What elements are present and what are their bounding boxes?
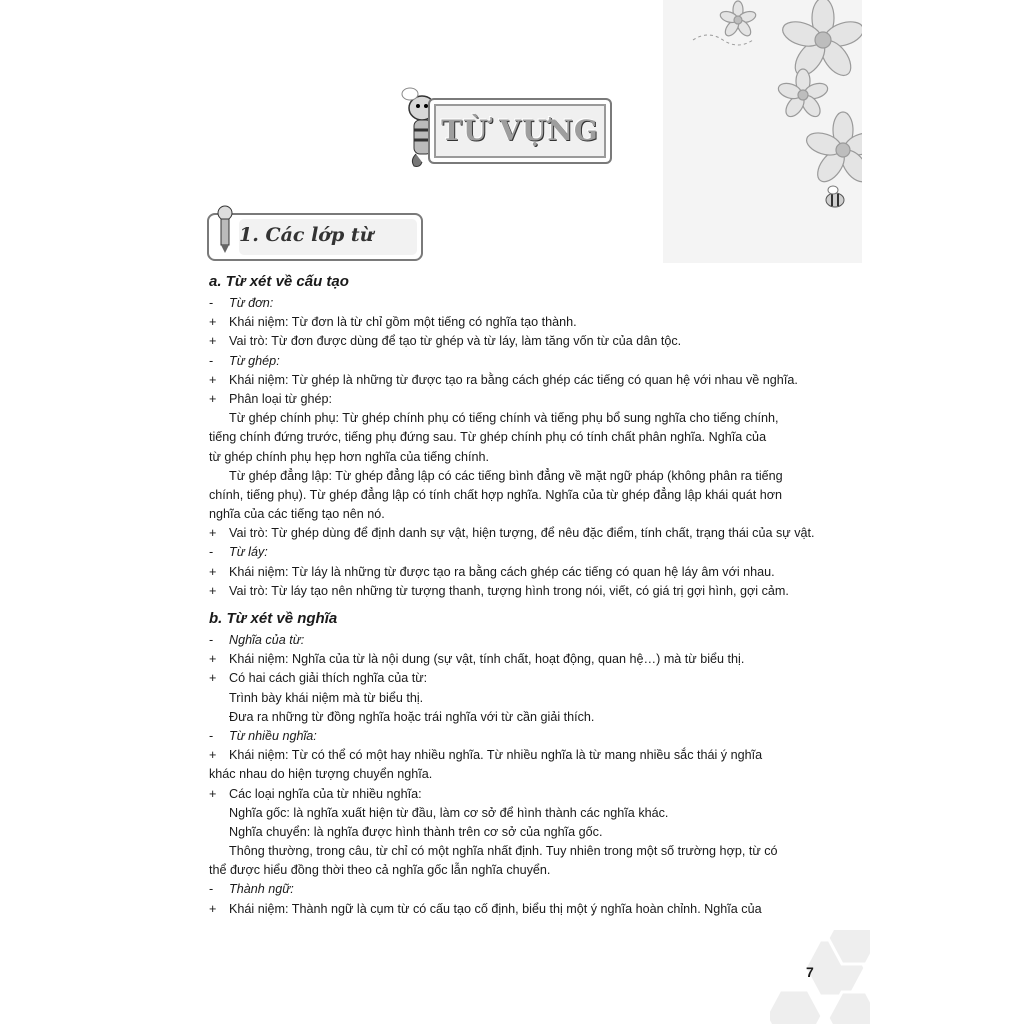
plus-item (209, 563, 807, 582)
indented-line: Nghĩa chuyển: là nghĩa được hình thành trên cơ sở của nghĩa gốc. (229, 824, 603, 839)
plus-item (209, 582, 807, 601)
title-frame (428, 98, 612, 164)
line-text: Khái niệm: Thành ngữ là cụm từ có cấu tạo cố định, biểu thị một ý nghĩa hoàn chỉnh. Nghĩa của (229, 901, 762, 916)
indented-line: Từ ghép đẳng lập: Từ ghép đẳng lập có các tiếng bình đẳng về mặt ngữ pháp (không phân ra tiếng (229, 468, 783, 483)
plus-item (209, 313, 807, 332)
dash-item (209, 352, 807, 371)
corner-decoration (663, 0, 862, 263)
line-text: Từ ghép: (229, 353, 280, 368)
plus-item (209, 524, 815, 543)
bullet-marker: + (209, 748, 217, 763)
bullet-marker: - (209, 633, 214, 647)
text-line: từ ghép chính phụ hẹp hơn nghĩa của tiếng chính. (209, 449, 489, 464)
bullet-marker: - (209, 545, 214, 560)
hexagon-decoration-icon (770, 930, 870, 1024)
page-title: TỪ VỰNG (441, 114, 599, 147)
text-line: thể được hiểu đồng thời theo cả nghĩa gốc lẫn nghĩa chuyển. (209, 863, 551, 878)
bullet-marker: + (209, 372, 217, 387)
plus-item (209, 900, 807, 919)
line-text: Khái niệm: Từ láy là những từ được tạo ra bằng cách ghép các tiếng có quan hệ láy âm với nhau. (229, 564, 775, 579)
dash-item (209, 727, 807, 746)
line-text: Từ đơn: (229, 296, 274, 310)
line-text: Khái niệm: Từ có thể có một hay nhiều nghĩa. Từ nhiều nghĩa là từ mang nhiều sắc thái ý nghĩa (229, 748, 763, 763)
plus-item (209, 332, 807, 351)
line-text: Vai trò: Từ đơn được dùng để tạo từ ghép và từ láy, làm tăng vốn từ của dân tộc. (229, 334, 682, 349)
text-line: khác nhau do hiện tượng chuyển nghĩa. (209, 767, 433, 782)
plus-item (209, 390, 807, 409)
section-heading: a. Từ xét về cấu tạo (209, 273, 349, 290)
line-text: Vai trò: Từ láy tạo nên những từ tượng thanh, tượng hình trong nói, viết, có giá trị gợi hình, gợi cảm. (229, 583, 789, 598)
text-line: nghĩa của các tiếng tạo nên nó. (209, 507, 385, 522)
flower-decoration-icon (663, 0, 862, 263)
dash-item (209, 631, 807, 650)
line-text: Khái niệm: Nghĩa của từ là nội dung (sự vật, tính chất, hoạt động, quan hệ…) mà từ biểu thị. (229, 652, 745, 667)
bullet-marker: - (209, 728, 214, 743)
plus-item (209, 669, 807, 688)
dash-item (209, 294, 807, 313)
section-title: 1. Các lớp từ (239, 224, 374, 246)
plus-item (209, 371, 807, 390)
bullet-marker: + (209, 564, 217, 579)
section-heading: b. Từ xét về nghĩa (209, 610, 338, 627)
line-text: Phân loại từ ghép: (229, 391, 332, 406)
bullet-marker: + (209, 526, 217, 541)
bullet-marker: + (209, 671, 217, 686)
pencil-icon (211, 203, 241, 255)
line-text: Nghĩa của từ: (229, 633, 305, 647)
line-text: Vai trò: Từ ghép dùng để định danh sự vật, hiện tượng, để nêu đặc điểm, tính chất, trạng thái của sự vật. (229, 526, 815, 541)
bullet-marker: - (209, 353, 214, 368)
indented-line: Trình bày khái niệm mà từ biểu thị. (229, 690, 424, 705)
line-text: Khái niệm: Từ ghép là những từ được tạo ra bằng cách ghép các tiếng có quan hệ với nhau về nghĩa. (229, 372, 798, 387)
bullet-marker: - (209, 882, 214, 897)
bullet-marker: + (209, 901, 217, 916)
section-header (207, 213, 423, 261)
text-line: tiếng chính đứng trước, tiếng phụ đứng sau. Từ ghép chính phụ có tính chất phân nghĩa. Nghĩa của (209, 430, 767, 445)
bullet-marker: + (209, 391, 217, 406)
bullet-marker: + (209, 315, 217, 330)
bullet-marker: + (209, 652, 217, 667)
indented-line: Đưa ra những từ đồng nghĩa hoặc trái nghĩa với từ cần giải thích. (229, 709, 595, 724)
text-line: chính, tiếng phụ). Từ ghép đẳng lập có tính chất hợp nghĩa. Nghĩa của từ ghép đẳng lập khái quát hơn (209, 487, 782, 502)
indented-line: Thông thường, trong câu, từ chỉ có một nghĩa nhất định. Tuy nhiên trong một số trường hợp, từ có (229, 844, 778, 859)
line-text: Có hai cách giải thích nghĩa của từ: (229, 671, 428, 686)
dash-item (209, 543, 807, 562)
bullet-marker: + (209, 334, 217, 349)
document-body (209, 270, 815, 919)
plus-item (209, 785, 807, 804)
plus-item (209, 746, 807, 765)
indented-line: Từ ghép chính phụ: Từ ghép chính phụ có tiếng chính và tiếng phụ bổ sung nghĩa cho tiếng chính, (229, 411, 779, 426)
indented-line: Nghĩa gốc: là nghĩa xuất hiện từ đầu, làm cơ sở để hình thành các nghĩa khác. (229, 805, 669, 820)
bullet-marker: + (209, 786, 217, 801)
line-text: Từ nhiều nghĩa: (229, 728, 317, 743)
line-text: Khái niệm: Từ đơn là từ chỉ gồm một tiếng có nghĩa tạo thành. (229, 315, 577, 330)
title-banner (400, 80, 615, 180)
bullet-marker: + (209, 583, 217, 598)
dash-item (209, 880, 807, 899)
plus-item (209, 650, 807, 669)
line-text: Thành ngữ: (229, 882, 294, 897)
line-text: Từ láy: (229, 545, 268, 560)
bee-small-icon (826, 186, 844, 207)
bullet-marker: - (209, 296, 214, 310)
page-number: 7 (806, 964, 814, 980)
line-text: Các loại nghĩa của từ nhiều nghĩa: (229, 786, 422, 801)
